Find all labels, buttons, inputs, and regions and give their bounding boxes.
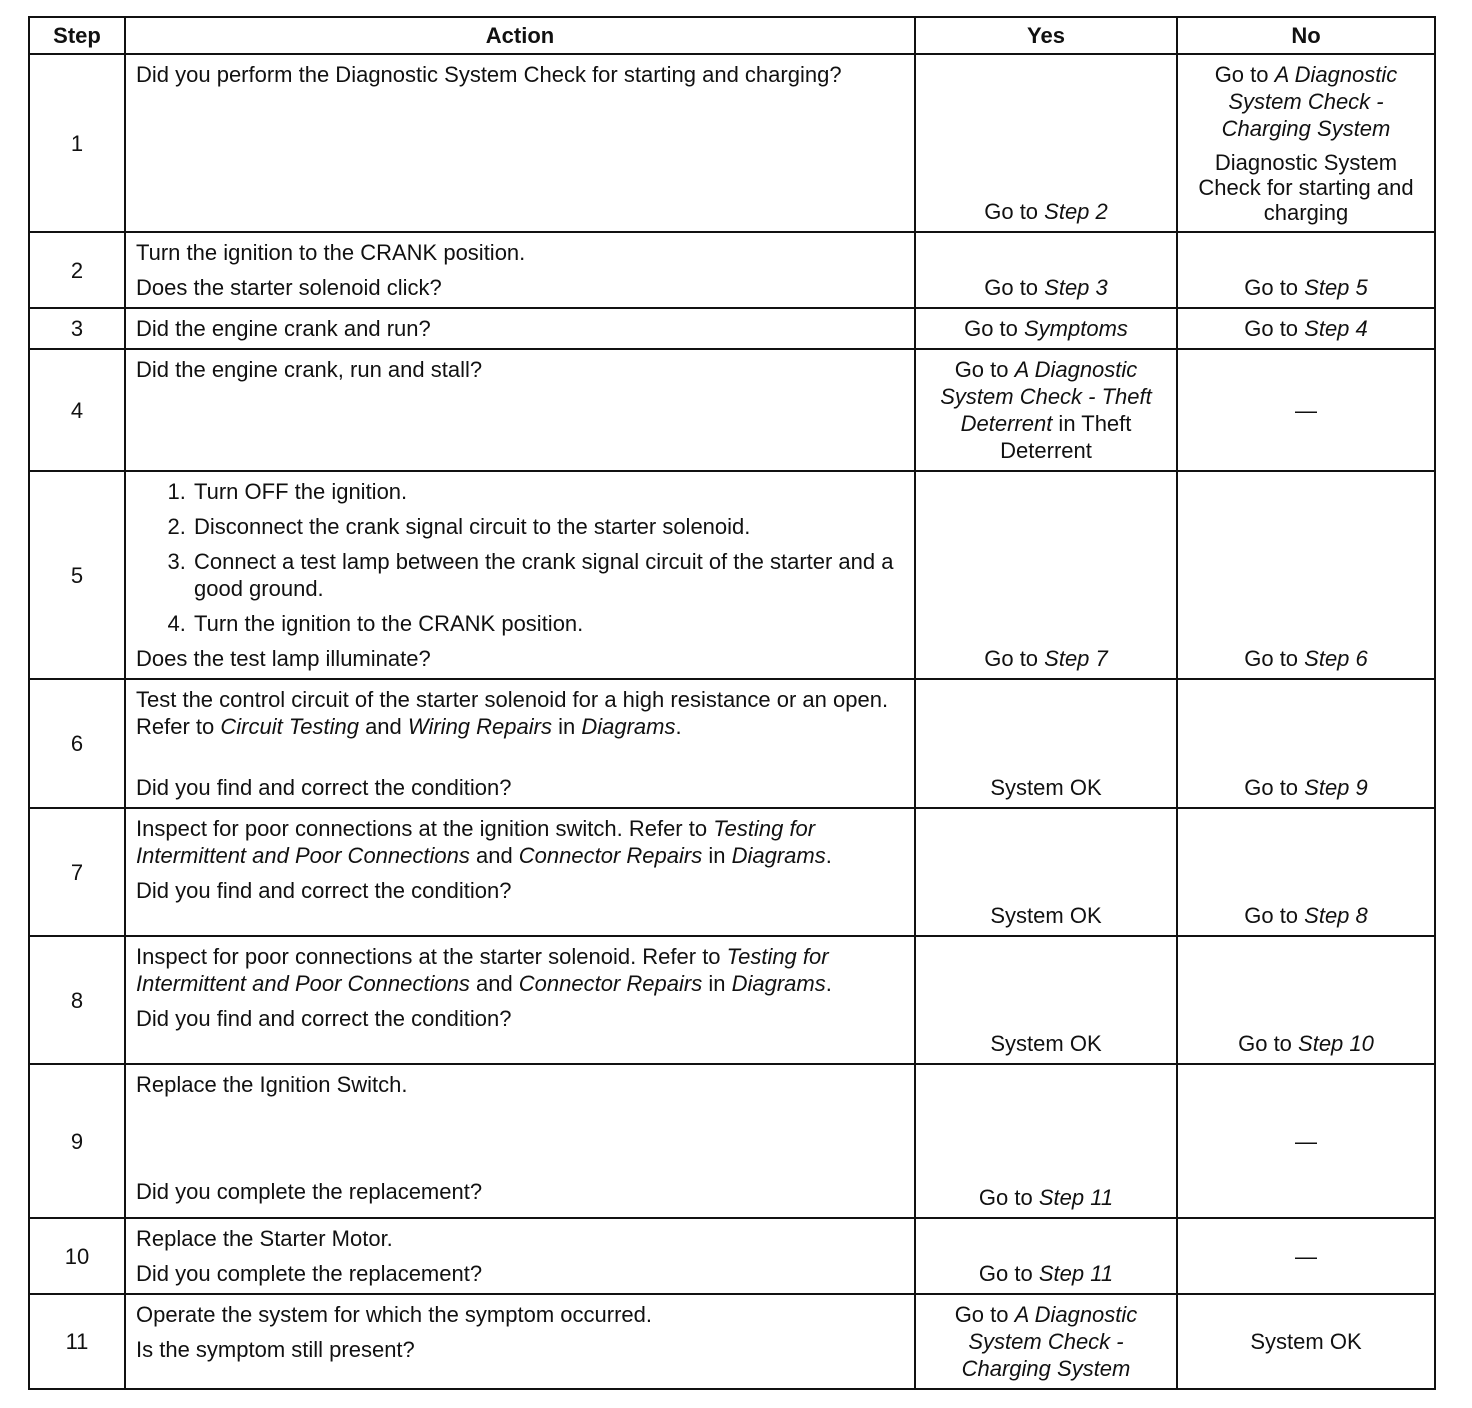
- header-row: [29, 17, 1435, 54]
- yes-cell: Go to Step 11: [915, 1218, 1177, 1294]
- list-item: 3. Connect a test lamp between the crank signal circuit of the starter and a good ground.: [192, 548, 904, 602]
- step-reference: Step 9: [1304, 775, 1368, 800]
- yes-cell: Go to A Diagnostic System Check - Theft Deterrent in Theft Deterrent: [915, 349, 1177, 471]
- header-action: Action: [125, 17, 915, 54]
- step-reference: Step 4: [1304, 316, 1368, 341]
- header-step: Step: [29, 17, 125, 54]
- no-cell: Go to Step 9: [1177, 679, 1435, 808]
- table-row: [29, 471, 1435, 679]
- step-reference: Step 11: [1038, 1261, 1114, 1286]
- table-row: [29, 349, 1435, 471]
- step-reference: Step 3: [1044, 275, 1108, 300]
- table-row: [29, 308, 1435, 349]
- yes-cell: System OK: [915, 936, 1177, 1064]
- no-cell: Go to Step 8: [1177, 808, 1435, 936]
- no-cell: Go to Step 6: [1177, 471, 1435, 679]
- no-dash: —: [1295, 1243, 1317, 1269]
- no-cell: Go to Step 4: [1177, 308, 1435, 349]
- action-text: Inspect for poor connections at the ignition switch. Refer to Testing for Intermittent and Poor Connections and Connector Repairs in Diagrams.: [136, 816, 832, 868]
- action-text: Turn the ignition to the CRANK position.: [136, 240, 526, 265]
- step-reference: Symptoms: [1024, 316, 1128, 341]
- no-cell: [1177, 349, 1435, 471]
- step-number: 9: [29, 1064, 125, 1218]
- step-number: 11: [29, 1294, 125, 1389]
- step-reference: Step 7: [1044, 646, 1108, 671]
- table-row: [29, 936, 1435, 1064]
- yes-cell: System OK: [915, 679, 1177, 808]
- step-number: 3: [29, 308, 125, 349]
- action-text: Did you perform the Diagnostic System Check for starting and charging?: [136, 62, 842, 87]
- action-question: Does the test lamp illuminate?: [136, 646, 431, 671]
- step-reference: Step 5: [1304, 275, 1368, 300]
- yes-cell: Go to Step 3: [915, 232, 1177, 308]
- step-reference: Step 11: [1038, 1185, 1114, 1210]
- yes-cell: Go to A Diagnostic System Check - Charging System: [915, 1294, 1177, 1389]
- action-question: Did you find and correct the condition?: [136, 1006, 512, 1031]
- table-row: [29, 808, 1435, 936]
- action-text: Replace the Ignition Switch.: [136, 1072, 408, 1097]
- yes-cell: Go to Step 7: [915, 471, 1177, 679]
- action-cell: [125, 54, 915, 232]
- action-question: Did you complete the replacement?: [136, 1261, 483, 1286]
- no-dash: —: [1295, 1128, 1317, 1154]
- action-cell: [125, 1218, 915, 1294]
- step-number: 6: [29, 679, 125, 808]
- list-item: 2. Disconnect the crank signal circuit to the starter solenoid.: [192, 513, 904, 540]
- step-number: 5: [29, 471, 125, 679]
- action-text: Operate the system for which the symptom occurred.: [136, 1302, 652, 1327]
- no-cell: System OK: [1177, 1294, 1435, 1389]
- table-row: [29, 232, 1435, 308]
- no-reference: Go to A Diagnostic System Check - Charging System: [1214, 62, 1398, 141]
- step-reference: A Diagnostic System Check - Theft Deterrent: [940, 357, 1152, 436]
- action-text: Did the engine crank, run and stall?: [136, 357, 483, 382]
- step-number: 7: [29, 808, 125, 936]
- action-cell: [125, 232, 915, 308]
- step-reference: Step 6: [1304, 646, 1368, 671]
- step-number: 4: [29, 349, 125, 471]
- table-row: [29, 1064, 1435, 1218]
- action-text: Test the control circuit of the starter solenoid for a high resistance or an open. Refer to Circuit Testing and Wiring Repairs in Diagrams.: [136, 687, 889, 739]
- step-number: 8: [29, 936, 125, 1064]
- no-cell: [1177, 1218, 1435, 1294]
- step-number: 1: [29, 54, 125, 232]
- header-no: No: [1177, 17, 1435, 54]
- action-text: Did the engine crank and run?: [136, 316, 431, 341]
- no-cell: Go to Step 10: [1177, 936, 1435, 1064]
- action-question: Did you find and correct the condition?: [136, 878, 512, 903]
- step-reference: Step 10: [1298, 1031, 1374, 1056]
- action-text: Inspect for poor connections at the starter solenoid. Refer to Testing for Intermittent and Poor Connections and Connector Repairs in Diagrams.: [136, 944, 832, 996]
- yes-cell: Go to Step 11: [915, 1064, 1177, 1218]
- list-item: 4. Turn the ignition to the CRANK position.: [192, 610, 904, 637]
- action-cell: [125, 349, 915, 471]
- step-number: 10: [29, 1218, 125, 1294]
- table-row: [29, 1218, 1435, 1294]
- step-reference: Step 2: [1044, 199, 1108, 224]
- step-number: 2: [29, 232, 125, 308]
- no-note: Diagnostic System Check for starting and charging: [1198, 150, 1414, 225]
- table-row: [29, 54, 1435, 232]
- no-cell: Go to Step 5: [1177, 232, 1435, 308]
- yes-cell: System OK: [915, 808, 1177, 936]
- action-cell: [125, 1064, 915, 1218]
- action-cell: [125, 808, 915, 936]
- no-cell: [1177, 1064, 1435, 1218]
- step-reference: Step 8: [1304, 903, 1368, 928]
- action-cell: [125, 1294, 915, 1389]
- action-question: Is the symptom still present?: [136, 1337, 415, 1362]
- procedure-list: [136, 478, 904, 637]
- no-dash: —: [1295, 397, 1317, 423]
- yes-cell: Go to Step 2: [915, 54, 1177, 232]
- action-question: Did you find and correct the condition?: [136, 775, 512, 800]
- header-yes: Yes: [915, 17, 1177, 54]
- action-cell: [125, 471, 915, 679]
- yes-cell: Go to Symptoms: [915, 308, 1177, 349]
- action-cell: [125, 679, 915, 808]
- action-question: Did you complete the replacement?: [136, 1179, 483, 1204]
- action-cell: [125, 308, 915, 349]
- list-item: 1. Turn OFF the ignition.: [192, 478, 904, 505]
- diagnostic-table: [28, 16, 1436, 1390]
- action-text: Replace the Starter Motor.: [136, 1226, 393, 1251]
- action-cell: [125, 936, 915, 1064]
- no-cell: [1177, 54, 1435, 232]
- action-question: Does the starter solenoid click?: [136, 275, 442, 300]
- table-row: [29, 679, 1435, 808]
- table-row: [29, 1294, 1435, 1389]
- step-reference: A Diagnostic System Check - Charging System: [961, 1302, 1138, 1381]
